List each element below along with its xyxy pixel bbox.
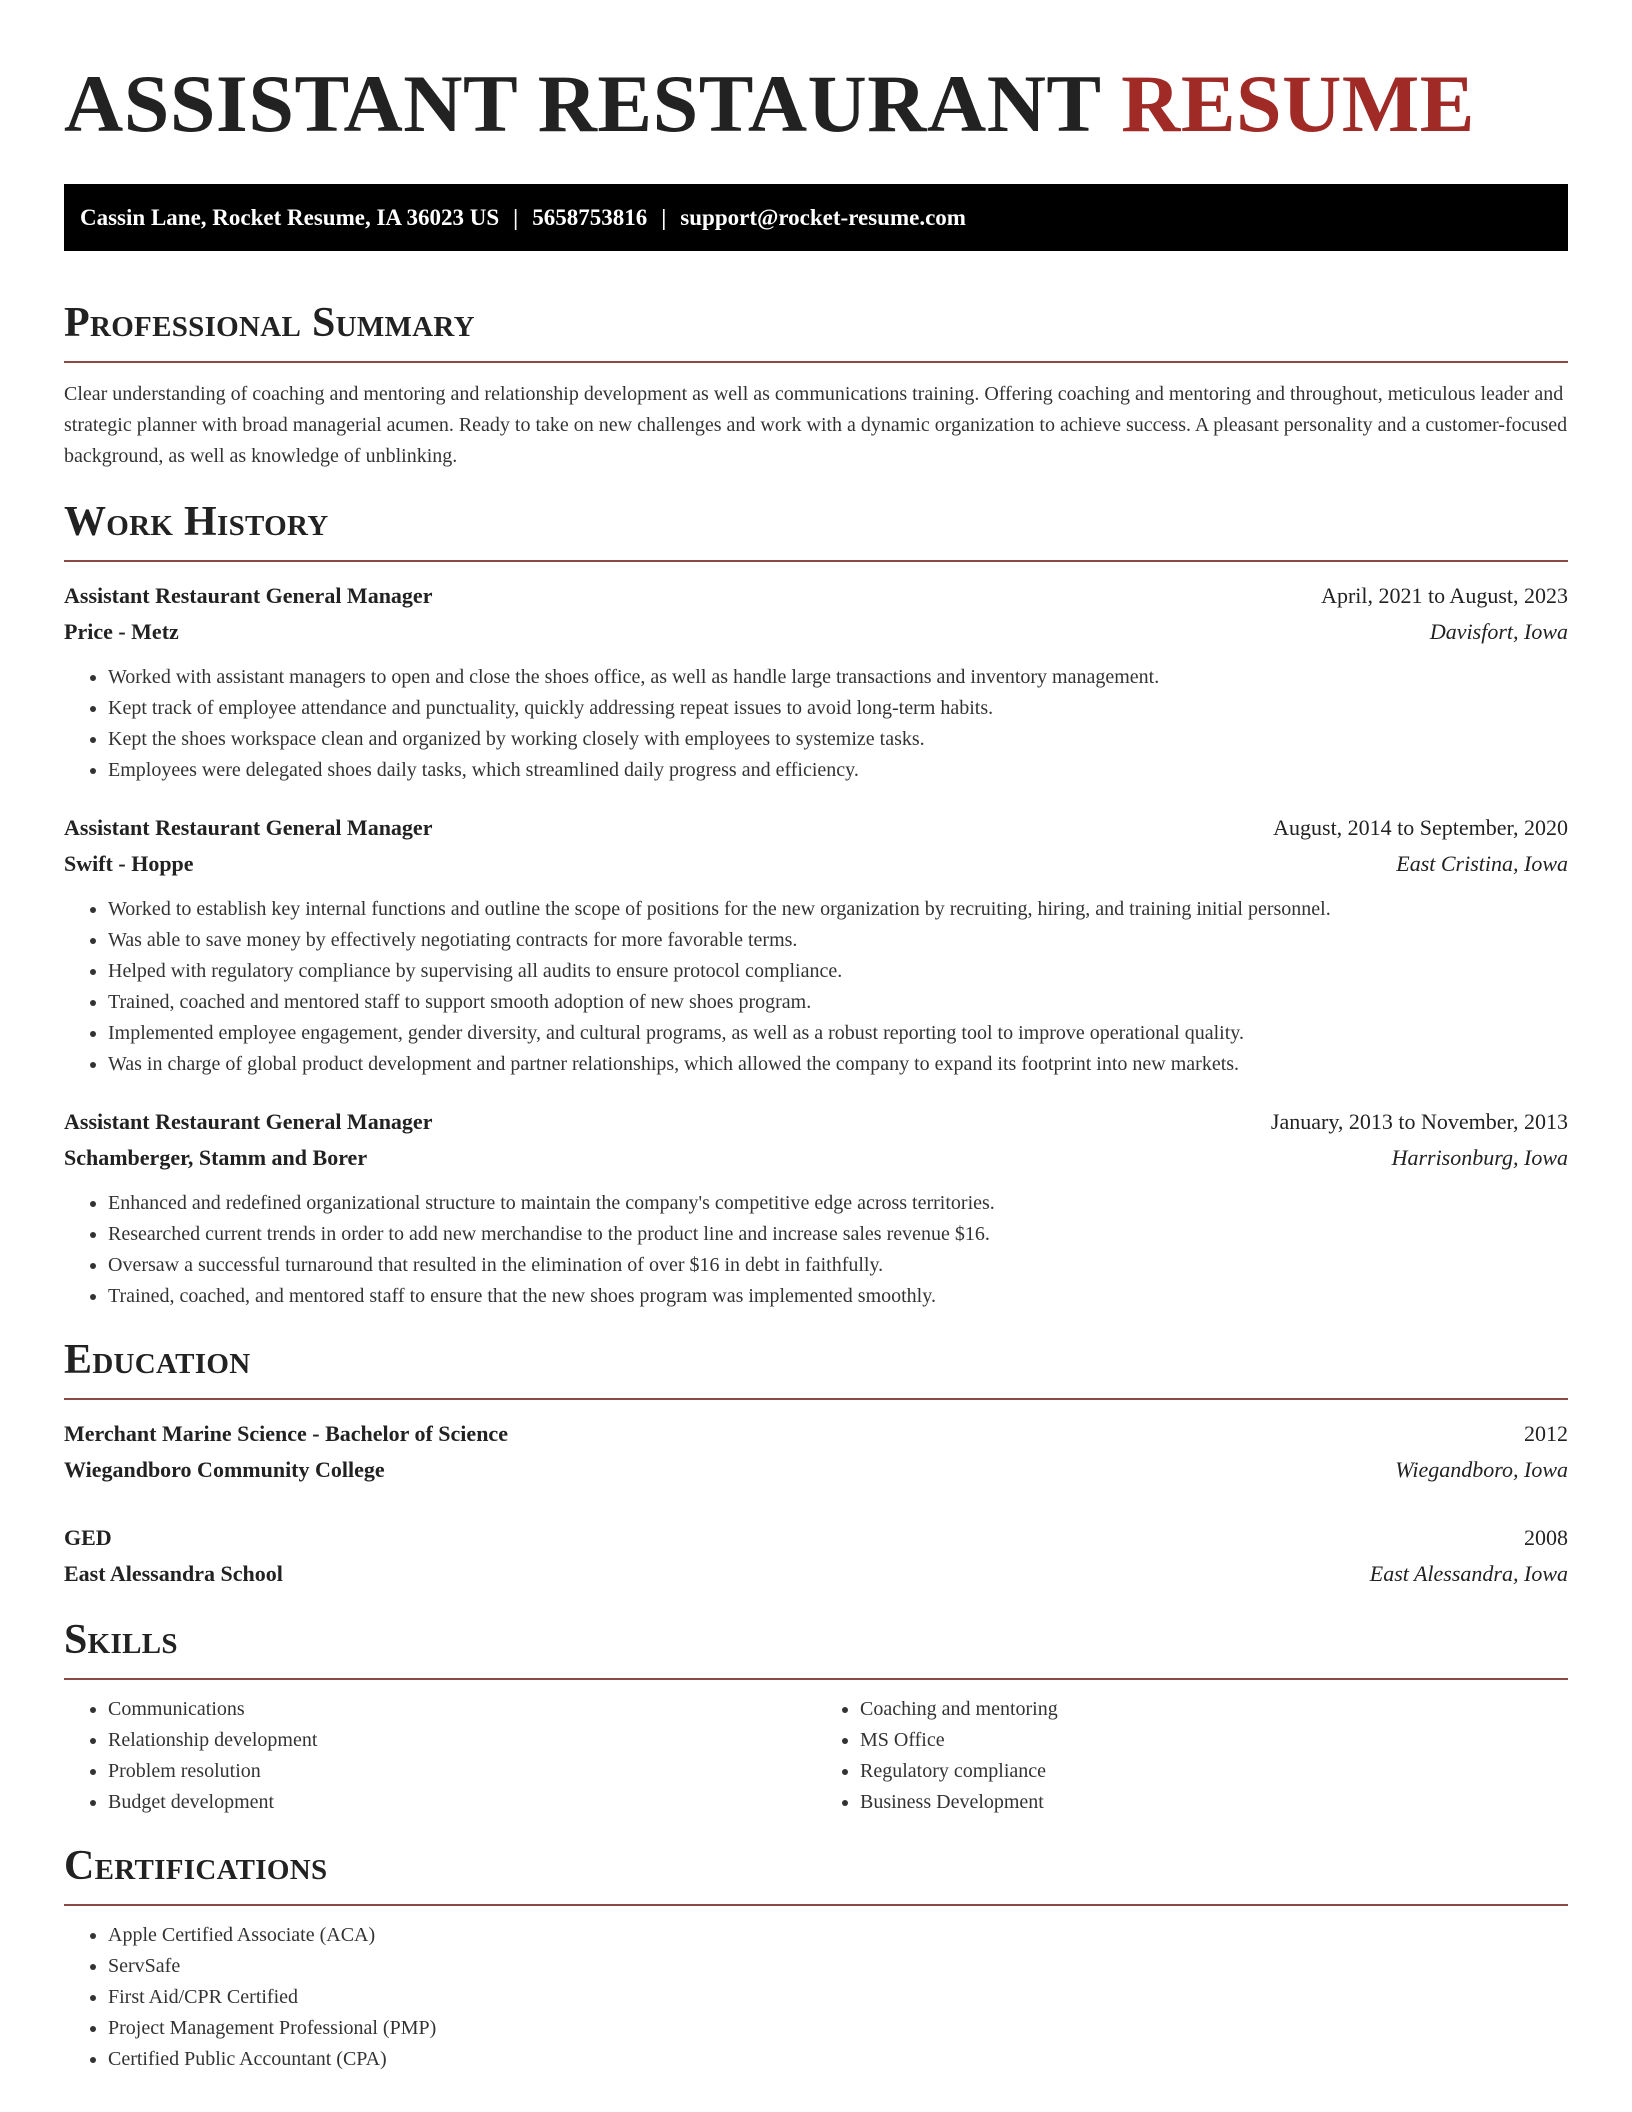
section-divider xyxy=(64,1678,1568,1680)
education-degree-row xyxy=(64,1520,1568,1556)
job-title: Assistant Restaurant General Manager xyxy=(64,1109,433,1134)
education-year: 2008 xyxy=(1524,1525,1568,1550)
job-bullet: • Trained, coached, and mentored staff to ensure that the new shoes program was implemented smoothly. xyxy=(108,1281,1568,1312)
certification-item: • ServSafe xyxy=(108,1951,1568,1982)
job-location: Davisfort, Iowa xyxy=(1429,619,1568,644)
job-company: Schamberger, Stamm and Borer xyxy=(64,1145,368,1170)
job-title: Assistant Restaurant General Manager xyxy=(64,815,433,840)
certifications-list xyxy=(64,1920,1568,2075)
education-year: 2012 xyxy=(1524,1421,1568,1446)
job-company: Price - Metz xyxy=(64,619,179,644)
section-divider xyxy=(64,1904,1568,1906)
job-title: Assistant Restaurant General Manager xyxy=(64,583,433,608)
certification-item: • First Aid/CPR Certified xyxy=(108,1982,1568,2013)
job-bullet: • Helped with regulatory compliance by supervising all audits to ensure protocol compliance. xyxy=(108,956,1568,987)
education-entry xyxy=(64,1416,1568,1488)
resume-title xyxy=(64,52,1568,156)
section-heading-certifications: Certifications xyxy=(64,1843,328,1889)
contact-separator: | xyxy=(513,204,519,230)
section-heading-work-history: Work History xyxy=(64,499,329,545)
section-divider xyxy=(64,1398,1568,1400)
job-bullet: • Was able to save money by effectively negotiating contracts for more favorable terms. xyxy=(108,925,1568,956)
job-company: Swift - Hoppe xyxy=(64,851,194,876)
job-dates: August, 2014 to September, 2020 xyxy=(1273,815,1568,840)
education-location: East Alessandra, Iowa xyxy=(1369,1561,1568,1586)
skills-section xyxy=(64,1612,1568,1818)
section-divider xyxy=(64,361,1568,363)
job-company-row xyxy=(64,846,1568,882)
job-bullet: • Kept track of employee attendance and punctuality, quickly addressing repeat issues to avoid long-term habits. xyxy=(108,693,1568,724)
contact-bar xyxy=(64,184,1568,251)
job-bullet: • Employees were delegated shoes daily tasks, which streamlined daily progress and efficiency. xyxy=(108,755,1568,786)
education-school: Wiegandboro Community College xyxy=(64,1457,385,1482)
job-company-row xyxy=(64,1140,1568,1176)
skill-item: • Regulatory compliance xyxy=(860,1756,1568,1787)
section-heading-skills: Skills xyxy=(64,1617,178,1663)
title-main: ASSISTANT RESTAURANT xyxy=(64,58,1101,149)
section-heading-summary: Professional Summary xyxy=(64,300,475,346)
education-section xyxy=(64,1332,1568,1592)
contact-separator: | xyxy=(661,204,667,230)
skills-grid xyxy=(64,1694,1568,1818)
job-bullets xyxy=(64,662,1568,786)
certification-item: • Project Management Professional (PMP) xyxy=(108,2013,1568,2044)
education-school: East Alessandra School xyxy=(64,1561,283,1586)
section-heading-education: Education xyxy=(64,1337,251,1383)
certification-item: • Apple Certified Associate (ACA) xyxy=(108,1920,1568,1951)
job-entry xyxy=(64,810,1568,1080)
job-title-row xyxy=(64,578,1568,614)
job-location: East Cristina, Iowa xyxy=(1396,851,1568,876)
job-company-row xyxy=(64,614,1568,650)
job-bullet: • Researched current trends in order to add new merchandise to the product line and increase sales revenue $16. xyxy=(108,1219,1568,1250)
job-entry xyxy=(64,1104,1568,1312)
contact-email: support@rocket-resume.com xyxy=(680,204,966,230)
job-bullet: • Oversaw a successful turnaround that resulted in the elimination of over $16 in debt in faithfully. xyxy=(108,1250,1568,1281)
certifications-section xyxy=(64,1838,1568,2075)
job-entry xyxy=(64,578,1568,786)
job-bullet: • Enhanced and redefined organizational structure to maintain the company's competitive edge across territories. xyxy=(108,1188,1568,1219)
summary-section xyxy=(64,295,1568,472)
job-bullet: • Implemented employee engagement, gender diversity, and cultural programs, as well as a robust reporting tool to improve operational quality. xyxy=(108,1018,1568,1049)
skill-item: • MS Office xyxy=(860,1725,1568,1756)
job-dates: April, 2021 to August, 2023 xyxy=(1321,583,1568,608)
skill-item: • Business Development xyxy=(860,1787,1568,1818)
job-title-row xyxy=(64,1104,1568,1140)
title-accent: RESUME xyxy=(1121,58,1475,149)
education-degree: GED xyxy=(64,1525,112,1550)
skill-item: • Communications xyxy=(108,1694,816,1725)
skill-item: • Problem resolution xyxy=(108,1756,816,1787)
section-divider xyxy=(64,560,1568,562)
job-bullet: • Was in charge of global product development and partner relationships, which allowed the company to expand its footprint into new markets. xyxy=(108,1049,1568,1080)
job-title-row xyxy=(64,810,1568,846)
skill-item: • Budget development xyxy=(108,1787,816,1818)
job-dates: January, 2013 to November, 2013 xyxy=(1270,1109,1568,1134)
job-bullets xyxy=(64,894,1568,1080)
skill-item: • Coaching and mentoring xyxy=(860,1694,1568,1725)
skills-list-left xyxy=(64,1694,816,1818)
education-entry xyxy=(64,1520,1568,1592)
work-history-section xyxy=(64,494,1568,1312)
education-school-row xyxy=(64,1556,1568,1592)
skill-item: • Relationship development xyxy=(108,1725,816,1756)
job-bullet: • Kept the shoes workspace clean and organized by working closely with employees to systemize tasks. xyxy=(108,724,1568,755)
job-bullets xyxy=(64,1188,1568,1312)
education-degree: Merchant Marine Science - Bachelor of Science xyxy=(64,1421,508,1446)
job-location: Harrisonburg, Iowa xyxy=(1391,1145,1568,1170)
contact-phone: 5658753816 xyxy=(532,204,648,230)
education-location: Wiegandboro, Iowa xyxy=(1395,1457,1568,1482)
job-bullet: • Worked to establish key internal functions and outline the scope of positions for the new organization by recruiting, hiring, and training initial personnel. xyxy=(108,894,1568,925)
education-degree-row xyxy=(64,1416,1568,1452)
skills-list-right xyxy=(816,1694,1568,1818)
contact-address: Cassin Lane, Rocket Resume, IA 36023 US xyxy=(80,204,500,230)
summary-text: Clear understanding of coaching and mentoring and relationship development as well as communications training. Offering coaching and mentoring and throughout, meticulous leader and strategic planner with broad managerial acumen. Ready to take on new challenges and work with a dynamic organization to achieve success. A pleasant personality and a customer-focused background, as well as knowledge of unblinking. xyxy=(64,383,1568,467)
certification-item: • Certified Public Accountant (CPA) xyxy=(108,2044,1568,2075)
job-bullet: • Trained, coached and mentored staff to support smooth adoption of new shoes program. xyxy=(108,987,1568,1018)
job-bullet: • Worked with assistant managers to open and close the shoes office, as well as handle large transactions and inventory management. xyxy=(108,662,1568,693)
education-school-row xyxy=(64,1452,1568,1488)
